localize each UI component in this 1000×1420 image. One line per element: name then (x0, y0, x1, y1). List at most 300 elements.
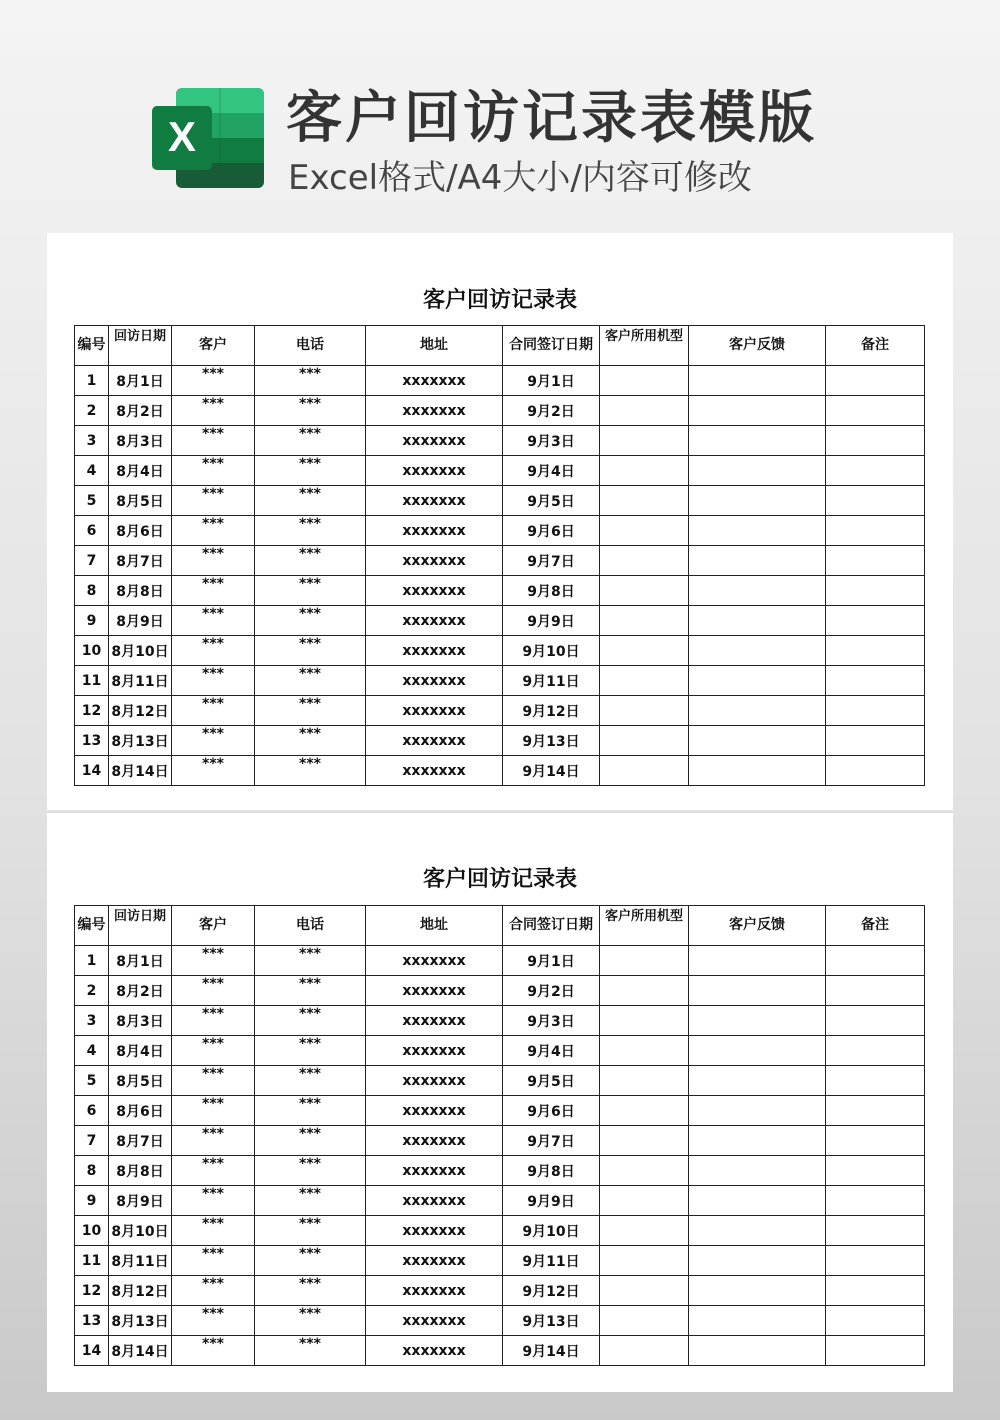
col-number-cell[interactable]: 1 (75, 946, 109, 976)
col-customer-cell[interactable]: *** (172, 976, 255, 1006)
col-phone-cell[interactable]: *** (255, 1276, 366, 1306)
col-contract-date-cell[interactable]: 9月3日 (503, 1006, 600, 1036)
col-number-cell[interactable]: 3 (75, 426, 109, 456)
col-number-cell[interactable]: 4 (75, 1036, 109, 1066)
col-customer-cell[interactable]: *** (172, 576, 255, 606)
col-feedback-cell[interactable] (689, 756, 826, 786)
col-customer-cell[interactable]: *** (172, 946, 255, 976)
col-remarks-cell[interactable] (826, 1216, 925, 1246)
table-row (75, 1276, 925, 1306)
col-model-cell[interactable] (600, 366, 689, 396)
col-remarks-cell[interactable] (826, 1066, 925, 1096)
col-phone-cell[interactable]: *** (255, 976, 366, 1006)
col-phone-cell[interactable]: *** (255, 426, 366, 456)
col-remarks-cell[interactable] (826, 1336, 925, 1366)
page-title: 客户回访记录表模版 (286, 86, 817, 151)
col-remarks-cell[interactable] (826, 1276, 925, 1306)
page-header (0, 0, 1000, 230)
col-address-cell[interactable]: xxxxxxx (366, 1186, 503, 1216)
col-feedback-cell[interactable] (689, 606, 826, 636)
col-remarks-cell[interactable] (826, 576, 925, 606)
col-customer-cell[interactable]: *** (172, 1186, 255, 1216)
col-remarks-header: 备注 (826, 906, 925, 946)
col-model-cell[interactable] (600, 1126, 689, 1156)
col-address-cell[interactable]: xxxxxxx (366, 666, 503, 696)
header-row (75, 326, 925, 366)
col-visit-date-cell[interactable]: 8月6日 (109, 1096, 172, 1126)
col-customer-cell[interactable]: *** (172, 606, 255, 636)
col-phone-header: 电话 (255, 906, 366, 946)
col-contract-date-cell[interactable]: 9月12日 (503, 696, 600, 726)
col-visit-date-cell[interactable]: 8月14日 (109, 756, 172, 786)
col-model-cell[interactable] (600, 456, 689, 486)
col-phone-cell[interactable]: *** (255, 1216, 366, 1246)
col-feedback-cell[interactable] (689, 1126, 826, 1156)
col-remarks-header: 备注 (826, 326, 925, 366)
record-table (74, 325, 925, 786)
col-phone-cell[interactable]: *** (255, 366, 366, 396)
col-phone-cell[interactable]: *** (255, 1336, 366, 1366)
col-model-cell[interactable] (600, 1096, 689, 1126)
col-model-cell[interactable] (600, 1216, 689, 1246)
col-remarks-cell[interactable] (826, 486, 925, 516)
col-model-cell[interactable] (600, 696, 689, 726)
col-number-cell[interactable]: 6 (75, 1096, 109, 1126)
col-visit-date-cell[interactable]: 8月4日 (109, 1036, 172, 1066)
col-remarks-cell[interactable] (826, 546, 925, 576)
col-feedback-cell[interactable] (689, 666, 826, 696)
col-customer-cell[interactable]: *** (172, 1216, 255, 1246)
col-model-header: 客户所用机型 (600, 326, 689, 366)
col-contract-date-cell[interactable]: 9月7日 (503, 546, 600, 576)
col-address-cell[interactable]: xxxxxxx (366, 606, 503, 636)
col-contract-date-cell[interactable]: 9月14日 (503, 1336, 600, 1366)
col-remarks-cell[interactable] (826, 1246, 925, 1276)
col-customer-cell[interactable]: *** (172, 696, 255, 726)
table-row (75, 756, 925, 786)
col-number-cell[interactable]: 2 (75, 976, 109, 1006)
col-visit-date-cell[interactable]: 8月11日 (109, 1246, 172, 1276)
col-visit-date-cell[interactable]: 8月12日 (109, 696, 172, 726)
col-feedback-cell[interactable] (689, 1156, 826, 1186)
col-feedback-cell[interactable] (689, 1006, 826, 1036)
col-remarks-cell[interactable] (826, 636, 925, 666)
col-model-cell[interactable] (600, 636, 689, 666)
col-customer-cell[interactable]: *** (172, 546, 255, 576)
col-address-cell[interactable]: xxxxxxx (366, 1216, 503, 1246)
header-row (75, 906, 925, 946)
col-phone-cell[interactable]: *** (255, 1066, 366, 1096)
col-contract-date-cell[interactable]: 9月4日 (503, 1036, 600, 1066)
table-row (75, 946, 925, 976)
table-row (75, 1186, 925, 1216)
col-contract-date-cell[interactable]: 9月1日 (503, 946, 600, 976)
col-phone-cell[interactable]: *** (255, 946, 366, 976)
col-contract-date-cell[interactable]: 9月10日 (503, 1216, 600, 1246)
table-row (75, 1036, 925, 1066)
col-model-cell[interactable] (600, 666, 689, 696)
col-remarks-cell[interactable] (826, 1156, 925, 1186)
col-feedback-cell[interactable] (689, 1306, 826, 1336)
col-phone-cell[interactable]: *** (255, 456, 366, 486)
col-model-cell[interactable] (600, 726, 689, 756)
col-customer-cell[interactable]: *** (172, 1096, 255, 1126)
col-feedback-cell[interactable] (689, 696, 826, 726)
col-remarks-cell[interactable] (826, 1306, 925, 1336)
col-visit-date-cell[interactable]: 8月6日 (109, 516, 172, 546)
col-visit-date-cell[interactable]: 8月10日 (109, 1216, 172, 1246)
col-feedback-cell[interactable] (689, 726, 826, 756)
table-row (75, 1006, 925, 1036)
col-address-cell[interactable]: xxxxxxx (366, 946, 503, 976)
col-phone-cell[interactable]: *** (255, 756, 366, 786)
col-model-cell[interactable] (600, 946, 689, 976)
table-row (75, 976, 925, 1006)
col-remarks-cell[interactable] (826, 946, 925, 976)
col-phone-cell[interactable]: *** (255, 516, 366, 546)
col-feedback-cell[interactable] (689, 576, 826, 606)
col-number-cell[interactable]: 3 (75, 1006, 109, 1036)
col-contract-date-cell[interactable]: 9月10日 (503, 636, 600, 666)
col-address-cell[interactable]: xxxxxxx (366, 756, 503, 786)
col-number-header: 编号 (75, 906, 109, 946)
col-contract-date-cell[interactable]: 9月13日 (503, 726, 600, 756)
col-customer-cell[interactable]: *** (172, 1276, 255, 1306)
col-feedback-cell[interactable] (689, 396, 826, 426)
table-row (75, 696, 925, 726)
col-number-cell[interactable]: 7 (75, 1126, 109, 1156)
col-phone-cell[interactable]: *** (255, 1156, 366, 1186)
col-feedback-cell[interactable] (689, 1036, 826, 1066)
col-visit-date-cell[interactable]: 8月1日 (109, 366, 172, 396)
col-model-cell[interactable] (600, 396, 689, 426)
col-remarks-cell[interactable] (826, 756, 925, 786)
col-contract-date-cell[interactable]: 9月12日 (503, 1276, 600, 1306)
col-address-cell[interactable]: xxxxxxx (366, 576, 503, 606)
col-address-cell[interactable]: xxxxxxx (366, 456, 503, 486)
col-visit-date-cell[interactable]: 8月9日 (109, 606, 172, 636)
col-phone-cell[interactable]: *** (255, 1006, 366, 1036)
table-row (75, 666, 925, 696)
col-remarks-cell[interactable] (826, 666, 925, 696)
col-feedback-cell[interactable] (689, 1246, 826, 1276)
col-remarks-cell[interactable] (826, 516, 925, 546)
col-feedback-cell[interactable] (689, 426, 826, 456)
col-customer-cell[interactable]: *** (172, 1006, 255, 1036)
col-contract-date-cell[interactable]: 9月2日 (503, 976, 600, 1006)
col-phone-cell[interactable]: *** (255, 1306, 366, 1336)
col-customer-cell[interactable]: *** (172, 366, 255, 396)
col-customer-cell[interactable]: *** (172, 666, 255, 696)
col-number-cell[interactable]: 14 (75, 1336, 109, 1366)
col-model-cell[interactable] (600, 516, 689, 546)
col-contract-date-cell[interactable]: 9月14日 (503, 756, 600, 786)
col-address-header: 地址 (366, 906, 503, 946)
col-address-cell[interactable]: xxxxxxx (366, 1336, 503, 1366)
col-number-cell[interactable]: 8 (75, 1156, 109, 1186)
col-number-cell[interactable]: 11 (75, 1246, 109, 1276)
col-address-cell[interactable]: xxxxxxx (366, 1036, 503, 1066)
col-feedback-cell[interactable] (689, 1066, 826, 1096)
col-address-cell[interactable]: xxxxxxx (366, 696, 503, 726)
table-body (75, 946, 925, 1366)
col-number-cell[interactable]: 2 (75, 396, 109, 426)
col-feedback-cell[interactable] (689, 366, 826, 396)
excel-logo-letter: X (167, 113, 197, 160)
col-contract-date-cell[interactable]: 9月1日 (503, 366, 600, 396)
col-contract-date-cell[interactable]: 9月4日 (503, 456, 600, 486)
record-table (74, 905, 925, 1366)
col-address-cell[interactable]: xxxxxxx (366, 1276, 503, 1306)
col-customer-cell[interactable]: *** (172, 1246, 255, 1276)
table-row (75, 426, 925, 456)
table-row (75, 396, 925, 426)
col-number-cell[interactable]: 9 (75, 1186, 109, 1216)
col-phone-cell[interactable]: *** (255, 726, 366, 756)
col-contract-date-cell[interactable]: 9月7日 (503, 1126, 600, 1156)
col-number-cell[interactable]: 8 (75, 576, 109, 606)
col-customer-cell[interactable]: *** (172, 456, 255, 486)
col-number-cell[interactable]: 14 (75, 756, 109, 786)
col-number-cell[interactable]: 1 (75, 366, 109, 396)
col-phone-cell[interactable]: *** (255, 636, 366, 666)
col-remarks-cell[interactable] (826, 726, 925, 756)
col-number-cell[interactable]: 5 (75, 486, 109, 516)
col-visit-date-header: 回访日期 (109, 326, 172, 366)
col-address-cell[interactable]: xxxxxxx (366, 1306, 503, 1336)
col-phone-cell[interactable]: *** (255, 1126, 366, 1156)
col-address-cell[interactable]: xxxxxxx (366, 976, 503, 1006)
col-remarks-cell[interactable] (826, 606, 925, 636)
col-contract-date-cell[interactable]: 9月6日 (503, 1096, 600, 1126)
col-phone-cell[interactable]: *** (255, 1096, 366, 1126)
page-subtitle: Excel格式/A4大小/内容可修改 (288, 158, 752, 198)
col-address-cell[interactable]: xxxxxxx (366, 1156, 503, 1186)
col-model-cell[interactable] (600, 756, 689, 786)
col-customer-cell[interactable]: *** (172, 486, 255, 516)
col-visit-date-header: 回访日期 (109, 906, 172, 946)
col-visit-date-cell[interactable]: 8月7日 (109, 1126, 172, 1156)
col-address-cell[interactable]: xxxxxxx (366, 1096, 503, 1126)
col-contract-date-cell[interactable]: 9月5日 (503, 1066, 600, 1096)
col-visit-date-cell[interactable]: 8月1日 (109, 946, 172, 976)
col-feedback-cell[interactable] (689, 456, 826, 486)
col-model-cell[interactable] (600, 486, 689, 516)
col-number-cell[interactable]: 13 (75, 1306, 109, 1336)
col-contract-date-cell[interactable]: 9月5日 (503, 486, 600, 516)
col-visit-date-cell[interactable]: 8月12日 (109, 1276, 172, 1306)
col-address-cell[interactable]: xxxxxxx (366, 636, 503, 666)
col-customer-cell[interactable]: *** (172, 726, 255, 756)
col-customer-cell[interactable]: *** (172, 1336, 255, 1366)
col-number-cell[interactable]: 7 (75, 546, 109, 576)
col-visit-date-cell[interactable]: 8月13日 (109, 726, 172, 756)
table-row (75, 1216, 925, 1246)
col-feedback-cell[interactable] (689, 1216, 826, 1246)
col-customer-header: 客户 (172, 906, 255, 946)
col-contract-date-cell[interactable]: 9月3日 (503, 426, 600, 456)
col-customer-cell[interactable]: *** (172, 426, 255, 456)
col-customer-cell[interactable]: *** (172, 516, 255, 546)
col-visit-date-cell[interactable]: 8月13日 (109, 1306, 172, 1336)
col-feedback-cell[interactable] (689, 1276, 826, 1306)
table-row (75, 726, 925, 756)
col-address-cell[interactable]: xxxxxxx (366, 546, 503, 576)
col-visit-date-cell[interactable]: 8月5日 (109, 1066, 172, 1096)
table-row (75, 1306, 925, 1336)
col-customer-cell[interactable]: *** (172, 1306, 255, 1336)
col-remarks-cell[interactable] (826, 1096, 925, 1126)
col-model-cell[interactable] (600, 1246, 689, 1276)
col-address-cell[interactable]: xxxxxxx (366, 516, 503, 546)
col-number-cell[interactable]: 12 (75, 696, 109, 726)
col-number-cell[interactable]: 5 (75, 1066, 109, 1096)
col-phone-cell[interactable]: *** (255, 576, 366, 606)
col-contract-date-cell[interactable]: 9月11日 (503, 1246, 600, 1276)
table-row (75, 1156, 925, 1186)
col-number-cell[interactable]: 12 (75, 1276, 109, 1306)
col-customer-cell[interactable]: *** (172, 1126, 255, 1156)
col-contract-date-cell[interactable]: 9月11日 (503, 666, 600, 696)
col-address-cell[interactable]: xxxxxxx (366, 1006, 503, 1036)
col-visit-date-cell[interactable]: 8月10日 (109, 636, 172, 666)
col-contract-date-cell[interactable]: 9月6日 (503, 516, 600, 546)
table-body (75, 366, 925, 786)
col-address-cell[interactable]: xxxxxxx (366, 1066, 503, 1096)
col-model-cell[interactable] (600, 1066, 689, 1096)
col-model-cell[interactable] (600, 576, 689, 606)
col-visit-date-cell[interactable]: 8月8日 (109, 576, 172, 606)
col-phone-cell[interactable]: *** (255, 396, 366, 426)
col-contract-date-cell[interactable]: 9月8日 (503, 576, 600, 606)
col-address-cell[interactable]: xxxxxxx (366, 426, 503, 456)
col-contract-date-cell[interactable]: 9月2日 (503, 396, 600, 426)
col-phone-cell[interactable]: *** (255, 546, 366, 576)
col-visit-date-cell[interactable]: 8月2日 (109, 976, 172, 1006)
col-feedback-cell[interactable] (689, 516, 826, 546)
table-row (75, 456, 925, 486)
col-feedback-cell[interactable] (689, 976, 826, 1006)
col-phone-cell[interactable]: *** (255, 1246, 366, 1276)
col-model-cell[interactable] (600, 1036, 689, 1066)
col-phone-cell[interactable]: *** (255, 696, 366, 726)
col-phone-cell[interactable]: *** (255, 1186, 366, 1216)
col-phone-header: 电话 (255, 326, 366, 366)
table-row (75, 636, 925, 666)
col-number-cell[interactable]: 4 (75, 456, 109, 486)
col-model-cell[interactable] (600, 1306, 689, 1336)
col-model-header: 客户所用机型 (600, 906, 689, 946)
col-customer-cell[interactable]: *** (172, 1156, 255, 1186)
col-remarks-cell[interactable] (826, 366, 925, 396)
sheet-2 (47, 813, 953, 1392)
table-row (75, 366, 925, 396)
col-remarks-cell[interactable] (826, 426, 925, 456)
col-contract-date-cell[interactable]: 9月9日 (503, 1186, 600, 1216)
col-remarks-cell[interactable] (826, 396, 925, 426)
col-model-cell[interactable] (600, 1006, 689, 1036)
col-feedback-header: 客户反馈 (689, 326, 826, 366)
col-number-cell[interactable]: 11 (75, 666, 109, 696)
col-number-cell[interactable]: 9 (75, 606, 109, 636)
col-contract-date-cell[interactable]: 9月8日 (503, 1156, 600, 1186)
col-contract-date-cell[interactable]: 9月9日 (503, 606, 600, 636)
col-visit-date-cell[interactable]: 8月5日 (109, 486, 172, 516)
col-customer-cell[interactable]: *** (172, 1036, 255, 1066)
col-number-cell[interactable]: 10 (75, 1216, 109, 1246)
col-address-cell[interactable]: xxxxxxx (366, 396, 503, 426)
col-feedback-cell[interactable] (689, 1336, 826, 1366)
col-customer-cell[interactable]: *** (172, 756, 255, 786)
table-header (75, 326, 925, 366)
col-remarks-cell[interactable] (826, 696, 925, 726)
col-model-cell[interactable] (600, 1156, 689, 1186)
col-number-cell[interactable]: 6 (75, 516, 109, 546)
col-model-cell[interactable] (600, 1186, 689, 1216)
col-customer-cell[interactable]: *** (172, 1066, 255, 1096)
col-feedback-cell[interactable] (689, 946, 826, 976)
col-model-cell[interactable] (600, 976, 689, 1006)
col-feedback-cell[interactable] (689, 636, 826, 666)
col-visit-date-cell[interactable]: 8月8日 (109, 1156, 172, 1186)
col-number-cell[interactable]: 10 (75, 636, 109, 666)
sheet-title: 客户回访记录表 (422, 867, 577, 892)
col-feedback-cell[interactable] (689, 1096, 826, 1126)
col-remarks-cell[interactable] (826, 456, 925, 486)
col-number-cell[interactable]: 13 (75, 726, 109, 756)
table-row (75, 516, 925, 546)
col-model-cell[interactable] (600, 426, 689, 456)
col-phone-cell[interactable]: *** (255, 606, 366, 636)
table-row (75, 1126, 925, 1156)
col-feedback-cell[interactable] (689, 546, 826, 576)
col-remarks-cell[interactable] (826, 1006, 925, 1036)
table-row (75, 1336, 925, 1366)
col-remarks-cell[interactable] (826, 1186, 925, 1216)
col-visit-date-cell[interactable]: 8月3日 (109, 1006, 172, 1036)
col-remarks-cell[interactable] (826, 1036, 925, 1066)
col-visit-date-cell[interactable]: 8月14日 (109, 1336, 172, 1366)
col-feedback-cell[interactable] (689, 486, 826, 516)
col-remarks-cell[interactable] (826, 976, 925, 1006)
col-address-cell[interactable]: xxxxxxx (366, 486, 503, 516)
col-contract-date-cell[interactable]: 9月13日 (503, 1306, 600, 1336)
col-model-cell[interactable] (600, 1276, 689, 1306)
col-address-cell[interactable]: xxxxxxx (366, 1126, 503, 1156)
col-model-cell[interactable] (600, 1336, 689, 1366)
col-remarks-cell[interactable] (826, 1126, 925, 1156)
col-visit-date-cell[interactable]: 8月11日 (109, 666, 172, 696)
col-address-cell[interactable]: xxxxxxx (366, 726, 503, 756)
col-visit-date-cell[interactable]: 8月7日 (109, 546, 172, 576)
col-address-cell[interactable]: xxxxxxx (366, 1246, 503, 1276)
col-visit-date-cell[interactable]: 8月4日 (109, 456, 172, 486)
col-customer-cell[interactable]: *** (172, 396, 255, 426)
col-contract-date-header: 合同签订日期 (503, 326, 600, 366)
col-model-cell[interactable] (600, 546, 689, 576)
col-customer-cell[interactable]: *** (172, 636, 255, 666)
table-row (75, 576, 925, 606)
col-phone-cell[interactable]: *** (255, 1036, 366, 1066)
col-feedback-cell[interactable] (689, 1186, 826, 1216)
col-address-cell[interactable]: xxxxxxx (366, 366, 503, 396)
col-visit-date-cell[interactable]: 8月2日 (109, 396, 172, 426)
col-phone-cell[interactable]: *** (255, 486, 366, 516)
col-visit-date-cell[interactable]: 8月9日 (109, 1186, 172, 1216)
col-phone-cell[interactable]: *** (255, 666, 366, 696)
col-model-cell[interactable] (600, 606, 689, 636)
col-visit-date-cell[interactable]: 8月3日 (109, 426, 172, 456)
